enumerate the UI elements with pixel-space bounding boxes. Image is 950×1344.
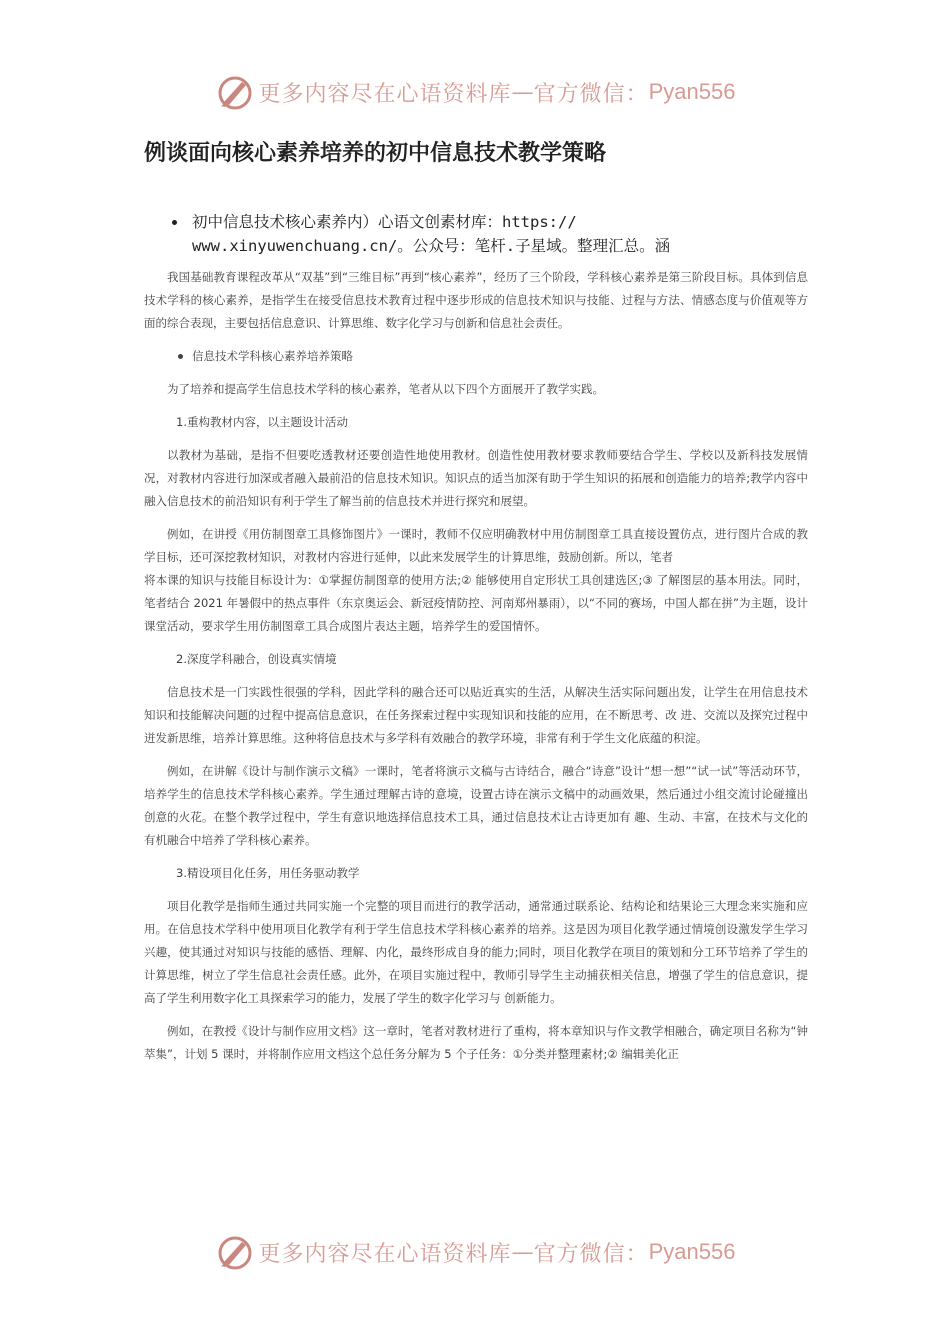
banner-text: 更多内容尽在心语资料库	[258, 81, 512, 107]
intro-bullet-text: 初中信息技术核心素养内）心语文创素材库：https:// www.xinyuwenchuang.cn/。公众号：笔杆.子星域。整理汇总。涵	[192, 213, 671, 255]
section-bullet-heading-text: 信息技术学科核心素养培养策略	[192, 349, 353, 363]
paragraph-example-1a: 例如，在讲授《用仿制图章工具修饰图片》一课时，教师不仅应明确教材中用仿制图章工具直接设置仿点，进行图片合成的教学目标，还可深挖教材知识，对教材内容进行延伸，以此来发展学生的计算思维，鼓励创新。所以，笔者	[144, 527, 808, 564]
paragraph-example-2: 例如，在讲解《设计与制作演示文稿》一课时，笔者将演示文稿与古诗结合，融合“诗意”设计“想一想”“试一试”等活动环节，培养学生的信息技术学科核心素养。学生通过理解古诗的意境，设置古诗在演示文稿中的动画效果，然后通过小组交流讨论碰撞出创意的火花。在整个教学过程中，学生有意识地选择信息技术工具，通过信息技术让古诗更加有 趣、生动、丰富，在技术与文化的有机融合中培养了学科核心素养。	[144, 764, 808, 847]
section-heading-1: 1.重构教材内容，以主题设计活动	[176, 415, 348, 429]
section-heading-3: 3.精设项目化任务，用任务驱动教学	[176, 866, 360, 880]
paragraph-project: 项目化教学是指师生通过共同实施一个完整的项目而进行的教学活动，通常通过联系论、结构论和结果论三大理念来实施和应用。在信息技术学科中使用项目化教学有利于学生信息技术学科核心素养的培养。这是因为项目化教学通过情境创设激发学生学习兴趣，使其通过对知识与技能的感悟、理解、内化，最终形成自身的能力;同时，项目化教学在项目的策划和分工环节培养了学生的计算思维，树立了学生信息社会责任感。此外，在项目实施过程中，教师引导学生主动捕获相关信息，增强了学生的信息意识，提高了学生利用数字化工具探索学习的能力，发展了学生的数字化学习与 创新能力。	[144, 899, 808, 1005]
paragraph-example-1b: 将本课的知识与技能目标设计为：①掌握仿制图章的使用方法;② 能够使用自定形状工具创建选区;③ 了解图层的基本用法。同时，笔者结合 2021 年暑假中的热点事件（东京奥运会、新冠疫情防控、河南郑州暴雨），以“不同的赛场，中国人都在拼”为主题，设计课堂活动，要求学生用仿制图章工具合成图片表达主题，培养学生的爱国情怀。	[144, 573, 808, 633]
paragraph-overview: 为了培养和提高学生信息技术学科的核心素养，笔者从以下四个方面展开了教学实践。	[167, 382, 604, 396]
document-title: 例谈面向核心素养培养的初中信息技术教学策略	[144, 141, 607, 166]
paragraph-example-3: 例如，在教授《设计与制作应用文档》这一章时，笔者对教材进行了重构，将本章知识与作文教学相融合，确定项目名称为“钟萃集”，计划 5 课时，并将制作应用文档这个总任务分解为 5 个子任务：①分类并整理素材;② 编辑美化正	[144, 1024, 808, 1061]
paragraph-intro: 我国基础教育课程改革从“双基”到“三维目标”再到“核心素养”，经历了三个阶段，学科核心素养是第三阶段目标。具体到信息技术学科的核心素养，是指学生在接受信息技术教育过程中逐步形成的信息技术知识与技能、过程与方法、情感态度与价值观等方面的综合表现，主要包括信息意识、计算思维、数字化学习与创新和信息社会责任。	[144, 270, 808, 330]
intro-bullet	[176, 210, 736, 258]
paragraph-integration: 信息技术是一门实践性很强的学科，因此学科的融合还可以贴近真实的生活，从解决生活实际问题出发，让学生在用信息技术知识和技能解决问题的过程中提高信息意识，在任务探索过程中实现知识和技能的应用，在不断思考、改 进、交流以及探究过程中迸发新思维，培养计算思维。这种将信息技术与多学科有效融合的教学环境，非常有利于学生文化底蕴的积淀。	[144, 685, 808, 745]
paragraph-textbook: 以教材为基础，是指不但要吃透教材还要创造性地使用教材。创造性使用教材要求教师要结合学生、学校以及新科技发展情况，对教材内容进行加深或者融入最前沿的信息技术知识。知识点的适当加深有助于学生知识的拓展和创造能力的培养;教学内容中融入信息技术的前沿知识有利于学生了解当前的信息技术并进行探究和展望。	[144, 448, 808, 508]
banner-separator: —	[511, 1239, 534, 1265]
bullet-dot-icon	[172, 220, 177, 225]
document-body	[144, 266, 808, 1076]
banner-label: 官方微信：	[533, 81, 649, 107]
section-heading-2: 2.深度学科融合，创设真实情境	[176, 652, 337, 666]
section-bullet-heading	[144, 345, 808, 368]
brand-logo-icon	[215, 1232, 255, 1272]
banner-label: 官方微信：	[533, 1241, 649, 1267]
footer-banner	[0, 1228, 950, 1276]
banner-separator: —	[511, 79, 534, 105]
banner-account: Pyan556	[648, 1239, 736, 1264]
banner-text: 更多内容尽在心语资料库	[258, 1241, 512, 1267]
banner-account: Pyan556	[648, 79, 736, 104]
header-banner	[0, 68, 950, 116]
bullet-dot-icon	[178, 354, 183, 359]
brand-logo-icon	[215, 72, 255, 112]
